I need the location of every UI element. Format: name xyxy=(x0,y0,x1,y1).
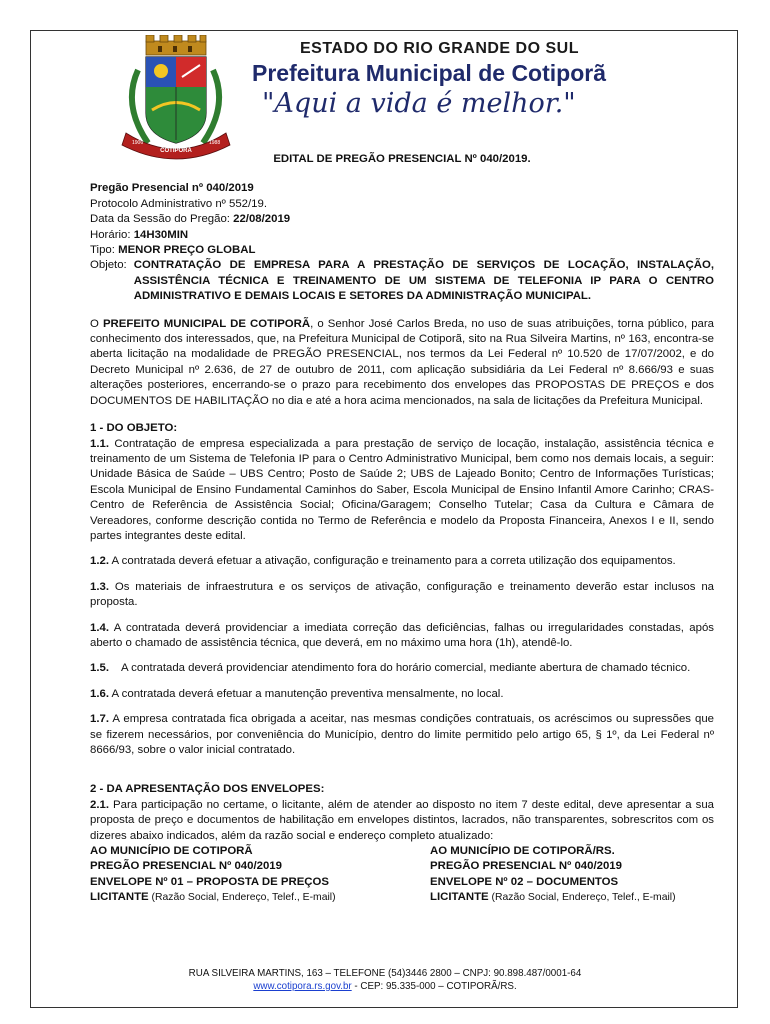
item-text: Contratação de empresa especializada a para prestação de serviço de locação, instalação, assistência técnica e treinamento de um Sistema de Telefonia IP para o Centro Administrativo Municipal, bem como nos demais locais, a seguir: Unidade Básica de Saúde – UBS Centro; Posto de Saúde 2; UBS de Lajeado Bonito; Centro de Informações Turísticas; Escola Municipal de Ensino Fundamental Caminhos do Saber, Escola Municipal de Ensino Infantil Amore Carinho; CRAS-Centro de Referência de Assistência Social; Oficina/Garagem; Conselho Tutelar; Casa da Cultura e Câmara de Vereadores, conforme descrição contida no Termo de Referência e modelo da Proposta Financeira, Anexos I e II, sendo partes integrantes deste edital. xyxy=(90,437,714,542)
envelope-2-line: AO MUNICÍPIO DE COTIPORÃ/RS. xyxy=(430,845,615,858)
licitante-details: (Razão Social, Endereço, Telef., E-mail) xyxy=(488,892,676,904)
envelope-2 xyxy=(430,844,714,906)
item-text: A contratada deverá efetuar a ativação, configuração e treinamento para a correta utilização dos equipamentos. xyxy=(109,555,676,568)
crest-year-right: 1988 xyxy=(209,140,221,146)
footer-address: RUA SILVEIRA MARTINS, 163 – TELEFONE (54)3446 2800 – CNPJ: 90.898.487/0001-64 xyxy=(188,968,582,979)
crest-ribbon-text: COTIPORÃ xyxy=(160,148,192,154)
protocolo: Protocolo Administrativo nº 552/19. xyxy=(90,197,268,210)
session-date-value: 22/08/2019 xyxy=(233,213,291,226)
municipal-crest-logo xyxy=(108,35,243,160)
envelope-2-line: PREGÃO PRESENCIAL Nº 040/2019 xyxy=(430,860,622,873)
session-time xyxy=(90,228,714,243)
item-text: A empresa contratada fica obrigada a aceitar, nas mesmas condições contratuais, os acréscimos ou supressões que se fizerem necessários, por conveniência do Município, dentro do limite permitido pelo artigo 65, § 1º, da Lei Federal nº 8666/93, sobre o valor inicial contratado. xyxy=(90,713,714,756)
page-footer xyxy=(0,967,770,993)
footer-cep: - CEP: 95.335-000 – COTIPORÃ/RS. xyxy=(351,981,517,992)
envelope-2-licitante xyxy=(430,890,714,905)
envelope-1 xyxy=(90,844,430,906)
item-1-3 xyxy=(90,580,714,611)
intro-paragraph xyxy=(90,317,714,409)
item-number: 1.4. xyxy=(90,621,109,634)
item-1-4 xyxy=(90,621,714,652)
footer-contact xyxy=(0,980,770,993)
item-text: A contratada deverá providenciar a imediata correção das deficiências, falhas ou irregularidades constadas, após aberto o chamado de assistência técnica, que deverá, em no máximo uma hora (1h), atendê-lo. xyxy=(90,621,714,649)
objeto xyxy=(90,258,714,304)
tipo-value: MENOR PREÇO GLOBAL xyxy=(118,244,256,257)
item-1-6 xyxy=(90,687,714,702)
item-2-1 xyxy=(90,798,714,844)
tipo-label: Tipo: xyxy=(90,244,119,257)
item-number: 1.6. xyxy=(90,687,109,700)
item-1-5 xyxy=(90,661,714,676)
document-body xyxy=(90,152,714,906)
intro-text: , o Senhor José Carlos Breda, no uso de suas atribuições, torna público, para conhecimento dos interessados, que, na Prefeitura Municipal de Cotiporã, sito na Rua Silveira Martins, nº 163, encontra-se aberta licitação na modalidade de PREGÃO PRESENCIAL, nos termos da Lei Federal nº 10.520 de 17/07/2002, e do Decreto Municipal nº 2.636, de 27 de outubro de 2011, com aplicação subsidiária da Lei Federal nº 8.666/93 e suas alterações posteriores, encerrando-se o prazo para recebimento dos envelopes das PROPOSTAS DE PREÇOS e dos DOCUMENTOS DE HABILITAÇÃO no dia e até a hora acima mencionados, na sala de licitações da Prefeitura Municipal. xyxy=(90,317,714,407)
licitante-label: LICITANTE xyxy=(90,891,149,904)
item-number: 1.3. xyxy=(90,580,109,593)
item-number: 1.5. xyxy=(90,662,109,675)
item-text: Para participação no certame, o licitante, além de atender ao disposto no item 7 deste edital, deve apresentar a sua proposta de preço e documentos de habilitação em envelopes distintos, lacrados, não transparentes, sobrescritos com os dizeres abaixo indicados, além da razão social e endereço completo atualizado: xyxy=(90,798,714,842)
motto: "Aqui a vida é melhor." xyxy=(262,88,576,119)
objeto-label: Objeto: xyxy=(90,259,127,272)
objeto-value: CONTRATAÇÃO DE EMPRESA PARA A PRESTAÇÃO DE SERVIÇOS DE LOCAÇÃO, INSTALAÇÃO, ASSISTÊNCIA TÉCNICA E TREINAMENTO DE UM SISTEMA DE TELEFONIA IP PARA O CENTRO ADMINISTRATIVO E DEMAIS LOCAIS E SETORES DA ADMINISTRAÇÃO MUNICIPAL. xyxy=(133,259,714,303)
item-number: 1.2. xyxy=(90,555,109,568)
envelope-1-line: PREGÃO PRESENCIAL Nº 040/2019 xyxy=(90,860,282,873)
item-number: 1.7. xyxy=(90,713,109,726)
section2-heading: 2 - DA APRESENTAÇÃO DOS ENVELOPES: xyxy=(90,783,325,796)
session-date xyxy=(90,212,714,227)
session-date-label: Data da Sessão do Pregão: xyxy=(90,213,234,226)
municipality-heading: Prefeitura Municipal de Cotiporã xyxy=(252,60,606,86)
item-1-1 xyxy=(90,437,714,545)
website-link[interactable]: www.cotipora.rs.gov.br xyxy=(253,981,352,992)
session-time-value: 14H30MIN xyxy=(133,228,189,241)
section1-heading: 1 - DO OBJETO: xyxy=(90,422,178,435)
licitante-label: LICITANTE xyxy=(430,891,489,904)
crest-year-left: 1906 xyxy=(132,140,144,146)
pregao-number: Pregão Presencial nº 040/2019 xyxy=(90,182,254,195)
item-text: Os materiais de infraestrutura e os serviços de ativação, configuração e treinamento deverão estar inclusos na proposta. xyxy=(90,580,714,609)
item-number: 2.1. xyxy=(90,798,109,811)
envelopes-block xyxy=(90,844,714,906)
item-1-2 xyxy=(90,554,714,569)
envelope-1-licitante xyxy=(90,890,430,905)
intro-bold: PREFEITO MUNICIPAL DE COTIPORÃ xyxy=(102,317,311,330)
tipo xyxy=(90,243,714,258)
envelope-1-line: AO MUNICÍPIO DE COTIPORÃ xyxy=(90,845,253,858)
item-text: A contratada deverá efetuar a manutenção preventiva mensalmente, no local. xyxy=(109,687,504,700)
licitante-details: (Razão Social, Endereço, Telef., E-mail) xyxy=(148,892,336,904)
item-number: 1.1. xyxy=(90,437,109,450)
envelope-1-line: ENVELOPE Nº 01 – PROPOSTA DE PREÇOS xyxy=(90,875,329,888)
item-1-7 xyxy=(90,712,714,758)
state-heading: ESTADO DO RIO GRANDE DO SUL xyxy=(300,40,579,57)
edital-title: EDITAL DE PREGÃO PRESENCIAL Nº 040/2019. xyxy=(273,153,531,165)
session-time-label: Horário: xyxy=(90,228,134,241)
item-text: A contratada deverá providenciar atendimento fora do horário comercial, mediante abertura de chamado técnico. xyxy=(109,662,691,675)
envelope-2-line: ENVELOPE Nº 02 – DOCUMENTOS xyxy=(430,875,619,888)
intro-prefix: O xyxy=(90,317,103,330)
